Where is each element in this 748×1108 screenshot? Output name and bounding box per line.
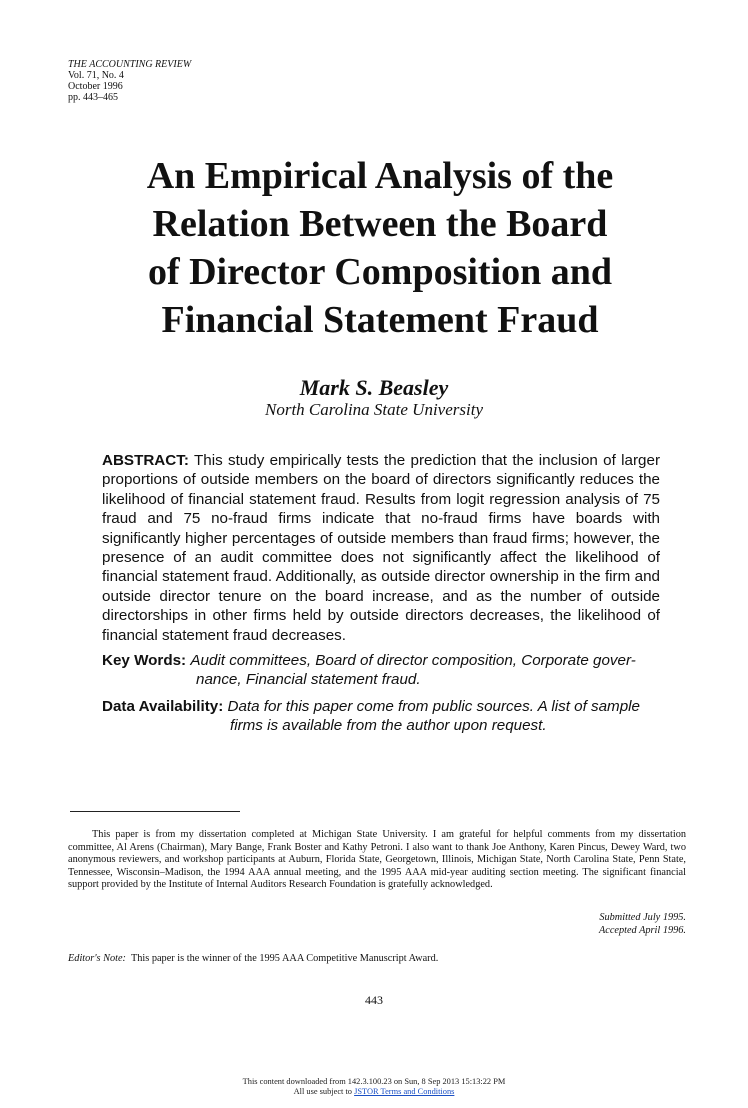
- accepted-date: Accepted April 1996.: [598, 925, 686, 936]
- key-words-label: Key Words:: [102, 652, 187, 669]
- journal-name: THE ACCOUNTING REVIEW: [68, 59, 192, 70]
- journal-volume: Vol. 71, No. 4: [68, 70, 124, 81]
- title-line: of Director Composition and: [147, 251, 613, 293]
- footnote: This paper is from my dissertation completed at Michigan State University. I am grateful for helpful comments from my dissertation committee, Al Arens (Chairman), Mary Bange, Frank Boster and Kathy Petroni. I also want to thank Joe Anthony, Karen Pincus, Dewey Ward, two anonymous reviewers, and workshop participants at Auburn, Florida State, Georgetown, Illinois, Michigan State, North Carolina State, Penn State, Tennessee, Wisconsin–Madison, the 1994 AAA annual meeting, and the 1995 AAA mid-year auditing section meeting. The significant financial support provided by the Institute of Internal Auditors Research Foundation is gratefully acknowledged.: [68, 829, 686, 890]
- jstor-terms-link[interactable]: JSTOR Terms and Conditions: [354, 1087, 455, 1096]
- paper-title: [70, 152, 690, 344]
- data-availability: [102, 697, 672, 736]
- footnote-divider: [70, 811, 240, 812]
- data-availability-text: Data for this paper come from public sources. A list of sample: [227, 698, 640, 715]
- download-info: This content downloaded from 142.3.100.23 on Sun, 8 Sep 2013 15:13:22 PM: [242, 1077, 506, 1086]
- editor-note: [68, 952, 438, 965]
- editor-note-label: Editor's Note:: [68, 953, 126, 964]
- key-words: [102, 651, 660, 690]
- key-words-text-cont: nance, Financial statement fraud.: [196, 671, 421, 689]
- key-words-text: Audit committees, Board of director composition, Corporate gover-: [190, 652, 636, 669]
- title-line: Relation Between the Board: [152, 203, 608, 245]
- data-availability-text-cont: firms is available from the author upon request.: [230, 717, 547, 735]
- author-name: Mark S. Beasley: [299, 375, 449, 400]
- page-number: 443: [365, 993, 383, 1007]
- download-notice: [0, 1077, 748, 1097]
- journal-date: October 1996: [68, 81, 123, 92]
- abstract-text: This study empirically tests the prediction that the inclusion of larger proportions of outside members on the board of directors significantly reduces the likelihood of financial statement fraud. Results from logit regression analysis of 75 fraud and 75 no-fraud firms indicate that no-fraud firms have boards with significantly higher percentages of outside members than fraud firms; however, the presence of an audit committee does not significantly affect the likelihood of financial statement fraud. Additionally, as outside director ownership in the firm and outside director tenure on the board increase, and as the number of outside directorships in other firms held by outside directors decreases, the likelihood of financial statement fraud decreases.: [102, 452, 661, 644]
- title-line: An Empirical Analysis of the: [146, 155, 614, 197]
- terms-prefix: All use subject to: [293, 1087, 352, 1096]
- submitted-date: Submitted July 1995.: [599, 912, 686, 923]
- editor-note-text: This paper is the winner of the 1995 AAA Competitive Manuscript Award.: [130, 953, 439, 964]
- data-availability-label: Data Availability:: [102, 698, 224, 715]
- author-affiliation: North Carolina State University: [264, 400, 483, 419]
- abstract-label: ABSTRACT:: [102, 452, 189, 469]
- title-line: Financial Statement Fraud: [161, 299, 599, 341]
- journal-pages: pp. 443–465: [68, 92, 118, 103]
- terms-line: [0, 1087, 748, 1097]
- submission-dates: [599, 911, 686, 937]
- journal-info: [68, 59, 191, 103]
- abstract: [102, 451, 660, 645]
